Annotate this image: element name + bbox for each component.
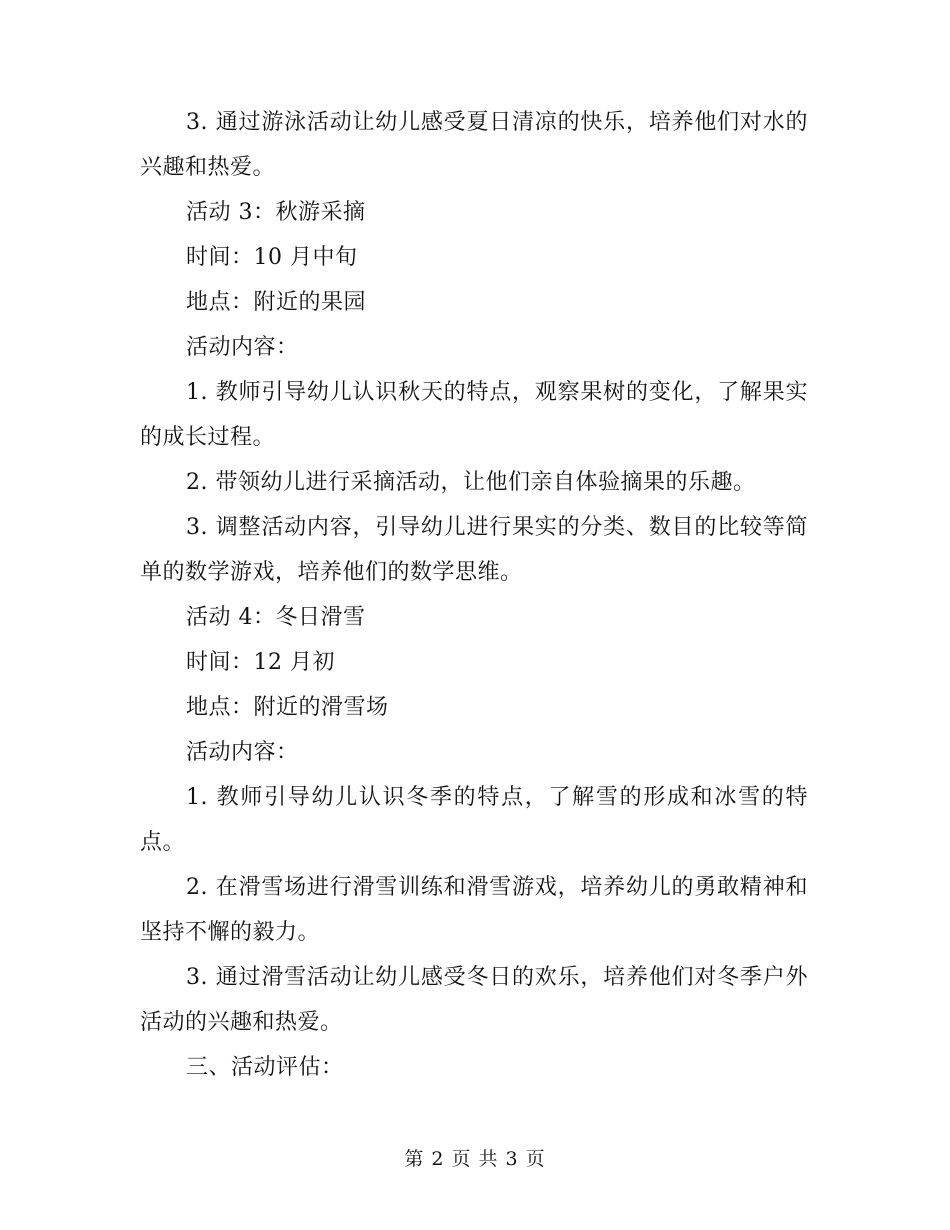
paragraph-activity-4-item-2: 2. 在滑雪场进行滑雪训练和滑雪游戏，培养幼儿的勇敢精神和坚持不懈的毅力。 — [140, 875, 808, 945]
paragraph-activity-4-item-1: 1. 教师引导幼儿认识冬季的特点，了解雪的形成和冰雪的特点。 — [140, 785, 808, 855]
paragraph-activity-4-title: 活动 4：冬日滑雪 — [186, 605, 366, 630]
paragraph-activity-3-item-2: 2. 带领幼儿进行采摘活动，让他们亲自体验摘果的乐趣。 — [186, 470, 756, 495]
paragraph-activity-3-item-3: 3. 调整活动内容，引导幼儿进行果实的分类、数目的比较等简单的数学游戏，培养他们的数学思维。 — [140, 515, 808, 585]
paragraph-swimming-item-3: 3. 通过游泳活动让幼儿感受夏日清凉的快乐，培养他们对水的兴趣和热爱。 — [140, 110, 808, 180]
paragraph-activity-4-content-heading: 活动内容： — [186, 740, 299, 765]
page-number-footer: 第 2 页 共 3 页 — [404, 1148, 546, 1170]
paragraph-activity-3-time: 时间：10 月中旬 — [186, 245, 358, 270]
paragraph-activity-3-content-heading: 活动内容： — [186, 335, 299, 360]
document-body — [140, 100, 808, 1090]
section-heading-evaluation: 三、活动评估： — [186, 1055, 344, 1080]
paragraph-activity-3-title: 活动 3：秋游采摘 — [186, 200, 366, 225]
paragraph-activity-4-item-3: 3. 通过滑雪活动让幼儿感受冬日的欢乐，培养他们对冬季户外活动的兴趣和热爱。 — [140, 965, 808, 1035]
paragraph-activity-4-location: 地点：附近的滑雪场 — [186, 695, 389, 720]
paragraph-activity-3-location: 地点：附近的果园 — [186, 290, 367, 315]
paragraph-activity-3-item-1: 1. 教师引导幼儿认识秋天的特点，观察果树的变化，了解果实的成长过程。 — [140, 380, 808, 450]
paragraph-activity-4-time: 时间：12 月初 — [186, 650, 335, 675]
